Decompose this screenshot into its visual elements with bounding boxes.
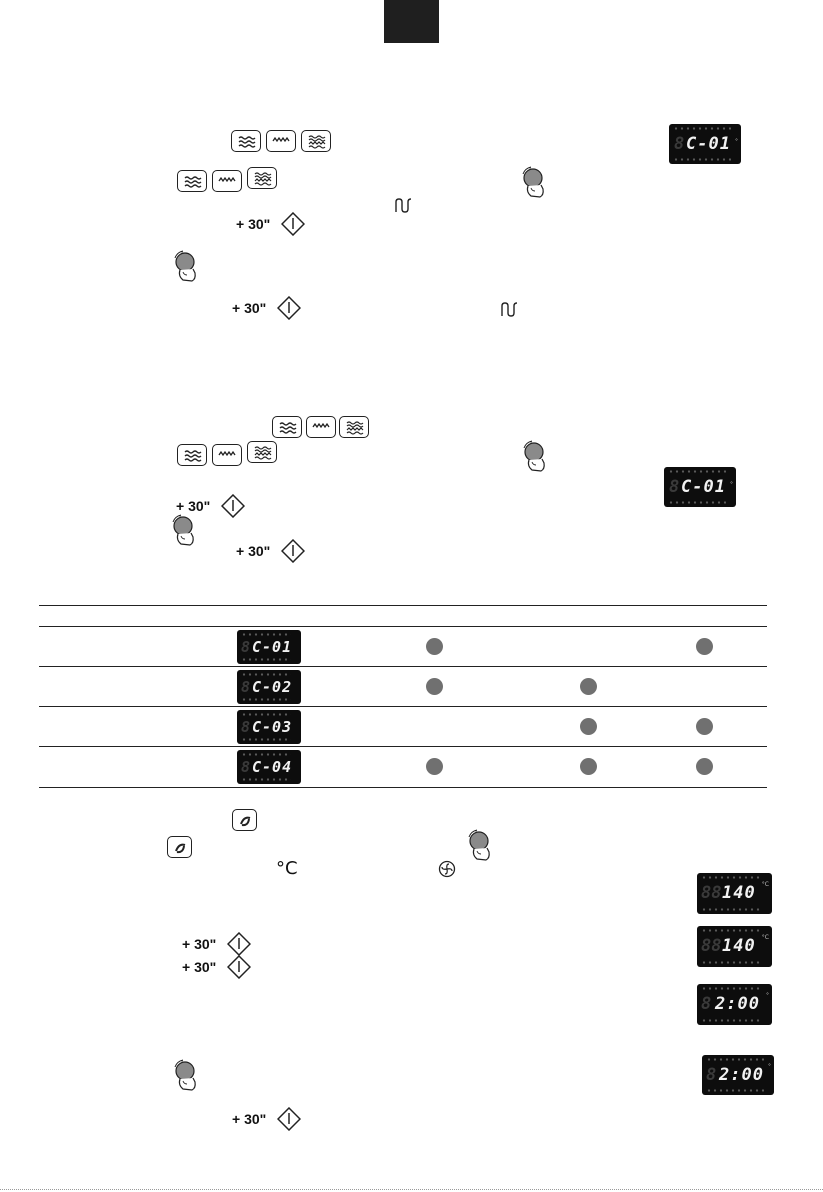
table-dot: [696, 758, 713, 775]
convection-key-icon: [167, 836, 192, 858]
start-plus30-icon: + 30": [236, 212, 306, 238]
table-row-display: 8 C-02: [237, 670, 301, 704]
start-plus30-icon: + 30": [232, 1107, 302, 1133]
combination-key-icon: [247, 441, 277, 463]
rotary-knob-icon: [172, 250, 200, 282]
table-rule: [39, 605, 767, 606]
rotary-knob-icon: [170, 514, 198, 546]
table-dot: [426, 638, 443, 655]
table-rule: [39, 626, 767, 627]
rotary-knob-icon: [521, 440, 549, 472]
led-display: 8 2:00 °: [702, 1055, 774, 1095]
page-header-tab: [384, 0, 439, 43]
table-dot: [580, 718, 597, 735]
rotary-knob-icon: [520, 166, 548, 198]
led-display: 8 C-01 °: [669, 124, 741, 164]
start-plus30-icon: + 30": [182, 955, 252, 981]
led-display: 88 140 °C: [697, 926, 772, 967]
page-bottom-rule: [0, 1189, 823, 1190]
celsius-symbol: °C: [276, 858, 298, 879]
start-plus30-icon: + 30": [176, 494, 246, 520]
convection-key-icon: [232, 809, 257, 831]
grill-key-icon: [306, 416, 336, 438]
grill-heater-icon: [394, 198, 414, 214]
grill-key-icon: [212, 444, 242, 466]
led-display: 88 140 °C: [697, 873, 772, 914]
led-display: 8 2:00 °: [697, 984, 772, 1025]
grill-key-icon: [266, 130, 296, 152]
start-plus30-icon: + 30": [236, 539, 306, 565]
start-plus30-icon: + 30": [182, 932, 252, 958]
rotary-knob-icon: [466, 829, 494, 861]
table-rule: [39, 746, 767, 747]
led-display: 8 C-01 °: [664, 467, 736, 507]
rotary-knob-icon: [172, 1059, 200, 1091]
microwave-grill-key-icon: [177, 444, 207, 466]
table-dot: [696, 638, 713, 655]
table-rule: [39, 787, 767, 788]
combination-key-icon: [339, 416, 369, 438]
microwave-grill-key-icon: [272, 416, 302, 438]
combination-key-icon: [301, 130, 331, 152]
grill-key-icon: [212, 170, 242, 192]
table-rule: [39, 706, 767, 707]
microwave-grill-key-icon: [231, 130, 261, 152]
combination-key-icon: [247, 167, 277, 189]
table-dot: [696, 718, 713, 735]
table-row-display: 8 C-01: [237, 630, 301, 664]
microwave-grill-key-icon: [177, 170, 207, 192]
convection-fan-icon: [438, 860, 456, 878]
start-plus30-icon: + 30": [232, 296, 302, 322]
table-dot: [580, 758, 597, 775]
table-rule: [39, 666, 767, 667]
table-dot: [426, 758, 443, 775]
table-dot: [580, 678, 597, 695]
table-dot: [426, 678, 443, 695]
grill-heater-icon: [500, 302, 520, 318]
table-row-display: 8 C-03: [237, 710, 301, 744]
table-row-display: 8 C-04: [237, 750, 301, 784]
